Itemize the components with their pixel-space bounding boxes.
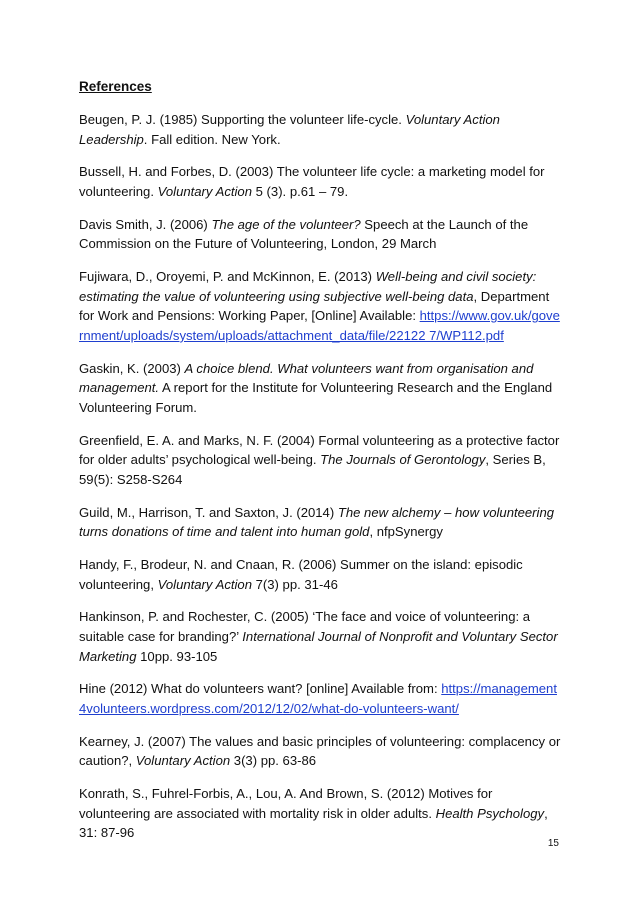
reference-text: 10pp. 93-105 <box>136 648 218 664</box>
reference-text: Handy, F., Brodeur, N. and Cnaan, R. (2006) Summer on the island: episodic volunteering, <box>79 557 523 592</box>
reference-text: Hankinson, P. and Rochester, C. (2005) ‘The face and voice of volunteering: a suitable case for branding?’ <box>79 609 531 644</box>
reference-title: Voluntary Action <box>157 183 252 199</box>
reference-title: Voluntary Action Leadership <box>79 112 500 147</box>
reference-text: Konrath, S., Fuhrel-Forbis, A., Lou, A. And Brown, S. (2012) Motives for volunteering are associated with mortality risk in older adults. <box>79 786 493 821</box>
reference-text: Davis Smith, J. (2006) <box>79 216 212 232</box>
reference-entry <box>79 607 564 666</box>
reference-text: Beugen, P. J. (1985) Supporting the volunteer life-cycle. <box>79 112 406 127</box>
reference-text: Fujiwara, D., Oroyemi, P. and McKinnon, E. (2013) <box>79 269 376 285</box>
reference-title: Voluntary Action <box>157 576 252 592</box>
reference-text: , Series B, 59(5): S258-S264 <box>79 452 546 487</box>
reference-title: A choice blend. What volunteers want from organisation and management. <box>79 360 534 396</box>
reference-text: A report for the Institute for Volunteering Research and the England Volunteering Forum. <box>79 380 553 415</box>
reference-text: Gaskin, K. (2003) <box>79 360 185 376</box>
reference-entry <box>79 503 564 542</box>
reference-title: Voluntary Action <box>135 753 231 769</box>
reference-text: Kearney, J. (2007) The values and basic principles of volunteering: complacency or caution?, <box>79 733 561 769</box>
reference-title: The Journals of Gerontology <box>320 452 486 468</box>
reference-entry <box>79 784 564 843</box>
page-heading: References <box>79 79 152 94</box>
reference-title: Well-being and civil society: estimating the value of volunteering using subjective well-being data <box>79 269 537 304</box>
reference-entry <box>79 732 564 771</box>
reference-text: 3(3) pp. 63-86 <box>230 753 317 769</box>
reference-entry <box>79 679 564 718</box>
page-number: 15 <box>547 838 559 849</box>
reference-entry <box>79 215 564 254</box>
reference-link[interactable]: https://www.gov.uk/government/uploads/system/uploads/attachment_data/file/22122 7/WP112.pdf <box>79 308 560 343</box>
reference-text: Bussell, H. and Forbes, D. (2003) The volunteer life cycle: a marketing model for volunteering. <box>79 164 545 199</box>
reference-entry <box>79 431 564 490</box>
reference-entry <box>79 555 564 594</box>
reference-entry <box>79 162 564 201</box>
reference-title: The age of the volunteer? <box>211 216 361 232</box>
reference-text: Guild, M., Harrison, T. and Saxton, J. (2014) <box>79 504 338 520</box>
reference-text: 7(3) pp. 31-46 <box>252 576 338 592</box>
reference-text: Greenfield, E. A. and Marks, N. F. (2004) Formal volunteering as a protective factor for older adults’ psychological well-being. <box>79 432 560 468</box>
reference-text: , nfpSynergy <box>369 524 443 540</box>
reference-text: Speech at the Launch of the Commission on the Future of Volunteering, London, 29 March <box>79 216 529 252</box>
reference-text: Hine (2012) What do volunteers want? [online] Available from: <box>79 681 442 697</box>
reference-text: , Department for Work and Pensions: Working Paper, [Online] Available: <box>79 288 550 324</box>
reference-title: Health Psychology <box>435 805 545 821</box>
reference-link[interactable]: https://management4volunteers.wordpress.com/2012/12/02/what-do-volunteers-want/ <box>79 681 557 716</box>
reference-title: International Journal of Nonprofit and Voluntary Sector Marketing <box>79 628 558 664</box>
reference-entry <box>79 110 564 149</box>
reference-entry <box>79 267 564 345</box>
reference-text: , 31: 87-96 <box>79 805 548 841</box>
reference-title: The new alchemy – how volunteering turns donations of time and talent into human gold <box>79 504 555 540</box>
reference-text: . Fall edition. New York. <box>143 131 281 147</box>
reference-text: 5 (3). p.61 – 79. <box>252 183 349 199</box>
reference-entry <box>79 359 564 418</box>
